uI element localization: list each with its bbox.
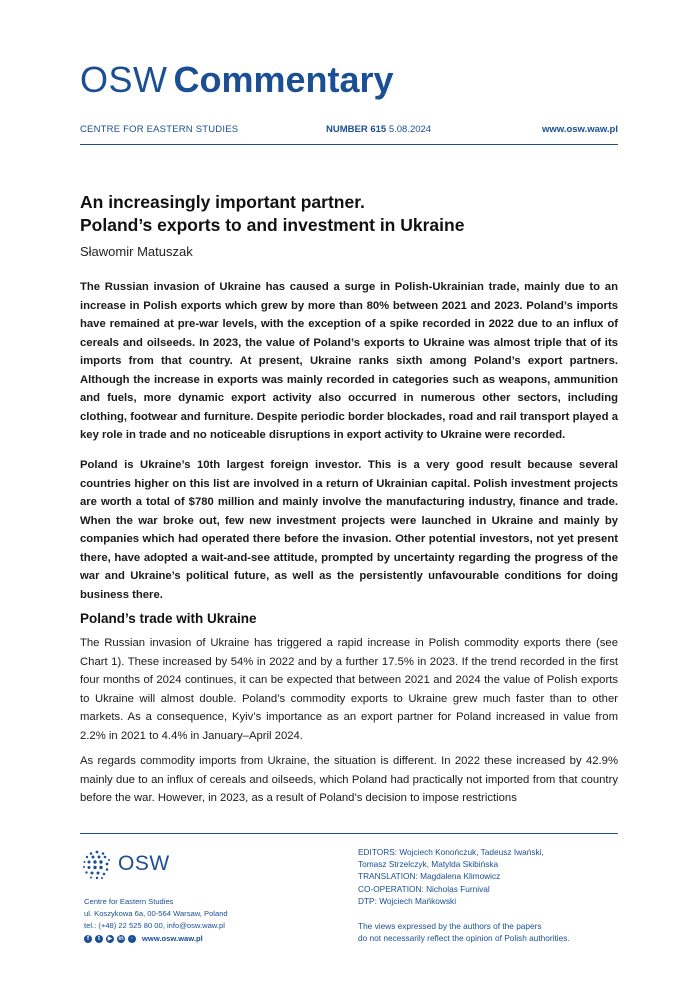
organization-name: CENTRE FOR EASTERN STUDIES <box>80 124 239 135</box>
issue-date: 5.08.2024 <box>388 124 432 135</box>
title-line-1: An increasingly important partner. <box>80 192 365 212</box>
translation-credit: TRANSLATION: Magdalena Klimowicz <box>358 871 501 882</box>
footer-divider <box>80 833 618 834</box>
issue-number: NUMBER 615 <box>326 124 387 135</box>
rss-icon[interactable]: · <box>128 935 136 943</box>
footer-credits <box>358 846 618 944</box>
disclaimer-line-1: The views expressed by the authors of the papers <box>358 921 542 932</box>
brand-osw: OSW <box>80 59 168 100</box>
section-heading: Poland’s trade with Ukraine <box>80 611 257 626</box>
masthead <box>80 58 620 102</box>
summary-paragraph-2: Poland is Ukraine’s 10th largest foreign investor. This is a very good result because several countries higher on this list are involved in a return of Ukrainian capital. Polish investment projects are worth a total of $780 million and mainly involve the manufacturing industry, finance and trade. When the war broke out, few new investment projects were launched in Ukraine and mainly by companies which had operated there before the invasion. Other potential investors, not yet present there, have adopted a wait-and-see attitude, prompted by uncertainty regarding the progress of the war and Ukraine’s political future, as well as the persistently unfavourable conditions for doing business there. <box>80 459 618 601</box>
dtp-credit: DTP: Wojciech Mańkowski <box>358 895 457 906</box>
twitter-icon[interactable]: t <box>95 935 103 943</box>
header-meta-row <box>80 124 618 138</box>
linkedin-icon[interactable]: in <box>118 936 124 942</box>
publication-logo <box>80 58 620 102</box>
issue-info <box>326 124 431 135</box>
header-divider <box>80 144 618 145</box>
youtube-icon[interactable]: ▶ <box>107 936 113 942</box>
disclaimer <box>358 920 618 944</box>
article-title <box>80 191 620 237</box>
facebook-icon[interactable]: f <box>84 935 92 943</box>
editors-line-1: EDITORS: Wojciech Konończuk, Tadeusz Iwański, <box>358 847 544 857</box>
footer-phone-email: tel.: (+48) 22 525 80 00, info@osw.waw.pl <box>84 921 225 930</box>
brand-commentary: Commentary <box>173 59 394 100</box>
footer-website-link[interactable]: www.osw.waw.pl <box>142 934 203 943</box>
cooperation-credit: CO-OPERATION: Nicholas Furnival <box>358 883 490 894</box>
body-paragraph-1: The Russian invasion of Ukraine has triggered a rapid increase in Polish commodity exports there (see Chart 1). These increased by 54% in 2022 and by a further 17.5% in 2023. If the trend recorded in the first four months of 2024 continues, it can be expected that between 2021 and 2024 the value of Polish exports to Ukraine will almost double. Poland’s commodity exports to Ukraine grew much faster than to other markets. As a consequence, Kyiv’s importance as an export partner for Poland increased in value from 2.2% in 2021 to 4.4% in January–April 2024. <box>80 637 618 742</box>
footer-address: ul. Koszykowa 6a, 00-564 Warsaw, Poland <box>84 909 228 918</box>
header-website-link[interactable]: www.osw.waw.pl <box>541 124 618 135</box>
title-line-2: Poland’s exports to and investment in Ukraine <box>80 215 465 235</box>
body-paragraph-2: As regards commodity imports from Ukraine, the situation is different. In 2022 these increased by 42.9% mainly due to an influx of cereals and oilseeds, which Poland had practically not imported from that country before the war. However, in 2023, as a result of Poland’s decision to impose restrictions <box>80 755 618 804</box>
disclaimer-line-2: do not necessarily reflect the opinion of Polish authorities. <box>358 933 570 944</box>
editors-line-2: Tomasz Strzelczyk, Matylda Skibińska <box>358 859 499 870</box>
social-links <box>84 933 324 945</box>
footer-org-name: Centre for Eastern Studies <box>84 897 174 906</box>
summary-paragraph-1: The Russian invasion of Ukraine has caused a surge in Polish-Ukrainian trade, mainly due to an increase in Polish exports which grew by more than 80% between 2021 and 2023. Poland’s imports have remained at pre-war levels, with the exception of a spike recorded in 2022 due to an influx of cereals and oilseeds. In 2023, the value of Poland’s exports to Ukraine was almost triple that of its imports from that country. At present, Ukraine ranks sixth among Poland’s export partners. Although the increase in exports was mainly recorded in categories such as weapons, ammunition and fuels, more dynamic export activity also occurred in numerous other sectors, including clothing, footwear and furniture. Despite periodic border blockades, road and rail transport played a key role in trade and no noticeable disruptions in export activity to Ukraine were recorded. <box>80 281 618 441</box>
footer-logo <box>80 848 170 882</box>
footer-logo-text: OSW <box>118 852 170 875</box>
article-author: Sławomir Matuszak <box>80 244 193 259</box>
osw-globe-icon <box>80 848 114 882</box>
footer-contact <box>84 896 324 945</box>
